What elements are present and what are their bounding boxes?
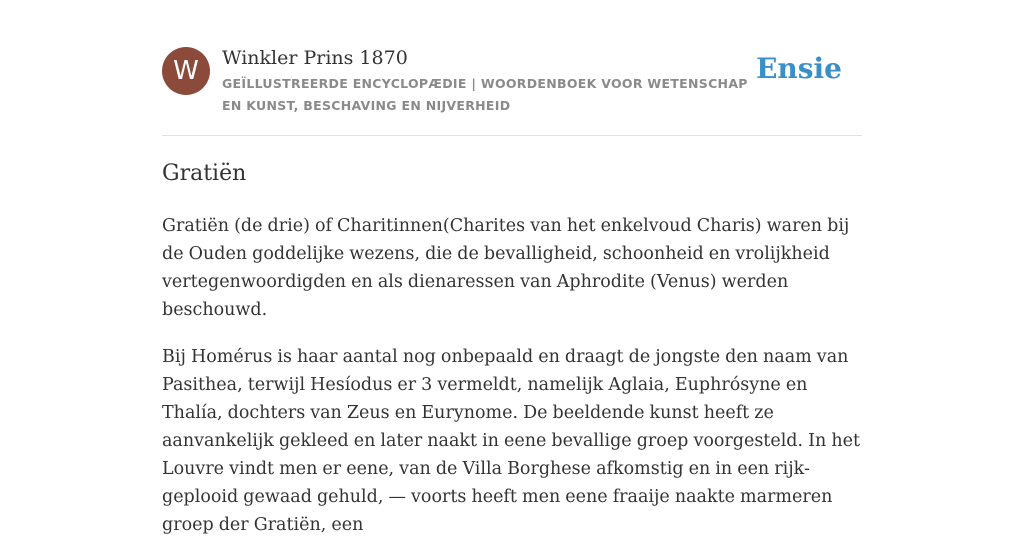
article-body [162, 212, 868, 558]
ensie-logo-link[interactable]: Ensie [756, 52, 842, 85]
header-divider [162, 135, 862, 136]
source-header [162, 46, 862, 116]
source-subtitle: GEÏLLUSTREERDE ENCYCLOPÆDIE | WOORDENBOEK VOOR WETENSCHAP EN KUNST, BESCHAVING EN NIJVERHEID [222, 76, 748, 113]
article-paragraph: Bij Homérus is haar aantal nog onbepaald en draagt de jongste den naam van Pasithea, terwijl Hesíodus er 3 vermeldt, namelijk Aglaia, Euphrósyne en Thalía, dochters van Zeus en Eurynome. De beeldende kunst heeft ze aanvankelijk gekleed en later naakt in eene bevallige groep voorgesteld. In het Louvre vindt men er eene, van de Villa Borghese afkomstig en in een rijk-geplooid gewaad gehuld, — voorts heeft men eene fraaije naakte marmeren groep der Gratiën, een [162, 347, 861, 535]
source-title[interactable]: Winkler Prins 1870 [222, 47, 408, 69]
source-avatar[interactable]: W [162, 47, 210, 95]
article-paragraph: Gratiën (de drie) of Charitinnen(Charites van het enkelvoud Charis) waren bij de Ouden goddelijke wezens, die de bevalligheid, schoonheid en vrolijkheid vertegenwoordigden en als dienaressen van Aphrodite (Venus) werden beschouwd. [162, 216, 850, 320]
article-title: Gratiën [162, 161, 247, 186]
